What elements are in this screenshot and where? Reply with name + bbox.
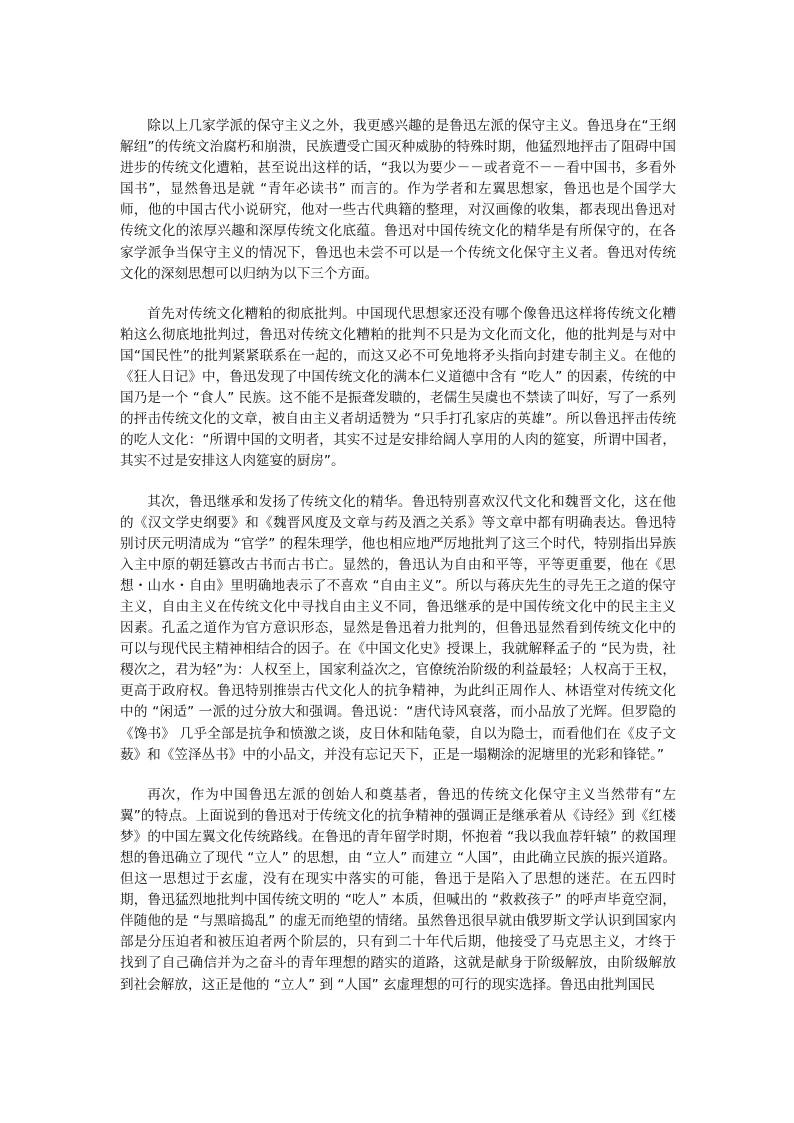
paragraph-intro: 除以上几家学派的保守主义之外，我更感兴趣的是鲁迅左派的保守主义。鲁迅身在“王纲解纽”的传统文治腐朽和崩溃，民族遭受亡国灭种威胁的特殊时期，他猛烈地抨击了阻碍中国进步的传统文化遭粕，甚至说出这样的话，“我以为要少－－或者竟不－－看中国书，多看外国书”，显然鲁迅是就 “青年必读书” 而言的。作为学者和左翼思想家，鲁迅也是个国学大师，他的中国古代小说研究，他对一些古代典籍的整理，对汉画像的收集，都表现出鲁迅对传统文化的浓厚兴趣和深厚传统文化底蕴。鲁迅对中国传统文化的精华是有所保守的，在各家学派争当保守主义的情况下，鲁迅也未尝不可以是一个传统文化保守主义者。鲁迅对传统文化的深刻思想可以归纳为以下三个方面。 [120, 118, 676, 282]
paragraph-third-point: 再次，作为中国鲁迅左派的创始人和奠基者，鲁迅的传统文化保守主义当然带有“左翼”的特点。上面说到的鲁迅对于传统文化的抗争精神的强调正是继承着从《诗经》到《红楼梦》的中国左翼文化传统路线。在鲁迅的青年留学时期，怀抱着 “我以我血荐轩辕” 的救国理想的鲁迅确立了现代 “立人” 的思想，由 “立人” 而建立 “人国”，由此确立民族的振兴道路。但这一思想过于玄虚，没有在现实中落实的可能，鲁迅于是陷入了思想的迷茫。在五四时期，鲁迅猛烈地批判中国传统文明的 “吃人” 本质，但喊出的 “救救孩子” 的呼声毕竟空洞，伴随他的是 “与黑暗捣乱” 的虚无而绝望的情绪。虽然鲁迅很早就由俄罗斯文学认识到国家内部是分压迫者和被压迫者两个阶层的，只有到二十年代后期，他接受了马克思主义，才终于找到了自己确信并为之奋斗的青年理想的踏实的道路，这就是献身于阶级解放，由阶级解放到社会解放，这正是他的 “立人” 到 “人国” 玄虚理想的可行的现实选择。鲁迅由批判国民 [120, 786, 676, 993]
paragraph-first-point: 首先对传统文化糟粕的彻底批判。中国现代思想家还没有哪个像鲁迅这样将传统文化糟粕这么彻底地批判过，鲁迅对传统文化糟粕的批判不只是为文化而文化，他的批判是与对中国“国民性”的批判紧紧联系在一起的，而这又必不可免地将矛头指向封建专制主义。在他的《狂人日记》中，鲁迅发现了中国传统文化的满本仁义道德中含有 “吃人” 的因素，传统的中国乃是一个 “食人” 民族。这不能不是振聋发聩的，老儒生吴虞也不禁读了叫好，写了一系列的抨击传统文化的文章，被自由主义者胡适赞为 “只手打孔家店的英雄”。所以鲁迅抨击传统的吃人文化：“所谓中国的文明者，其实不过是安排给阔人享用的人肉的筵宴，所谓中国者，其实不过是安排这人肉筵宴的厨房”。 [120, 305, 676, 470]
paragraph-second-point: 其次，鲁迅继承和发扬了传统文化的精华。鲁迅特别喜欢汉代文化和魏晋文化，这在他的《汉文学史纲要》和《魏晋风度及文章与药及酒之关系》等文章中都有明确表达。鲁迅特别讨厌元明清成为 “官学” 的程朱理学，他也相应地严厉地批判了这三个时代，特别指出异族入主中原的朝廷篡改古书而古书亡。显然的，鲁迅认为自由和平等，平等更重要，他在《思想・山水・自由》里明确地表示了不喜欢 “自由主义”。所以与蒋庆先生的寻先王之道的保守主义，自由主义在传统文化中寻找自由主义不同，鲁迅继承的是中国传统文化中的民主主义因素。孔孟之道作为官方意识形态，显然是鲁迅着力批判的，但鲁迅显然看到传统文化中的可以与现代民主精神相结合的因子。在《中国文化史》授课上，我就解释孟子的 “民为贵，社稷次之，君为轻”为：人权至上，国家利益次之，官僚统治阶级的利益最轻；人权高于王权，更高于政府权。鲁迅特别推崇古代文化人的抗争精神，为此纠正周作人、林语堂对传统文化中的 “闲适” 一派的过分放大和强调。鲁迅说：“唐代诗风衰落，而小品放了光辉。但罗隐的《馋书》 几乎全部是抗争和愤激之谈，皮日休和陆龟蒙，自以为隐士，而看他们在《皮子文薮》和《笠泽丛书》中的小品文，并没有忘记天下，正是一塌糊涂的泥塘里的光彩和锋铓。” [120, 493, 676, 763]
document-body [120, 116, 676, 1015]
